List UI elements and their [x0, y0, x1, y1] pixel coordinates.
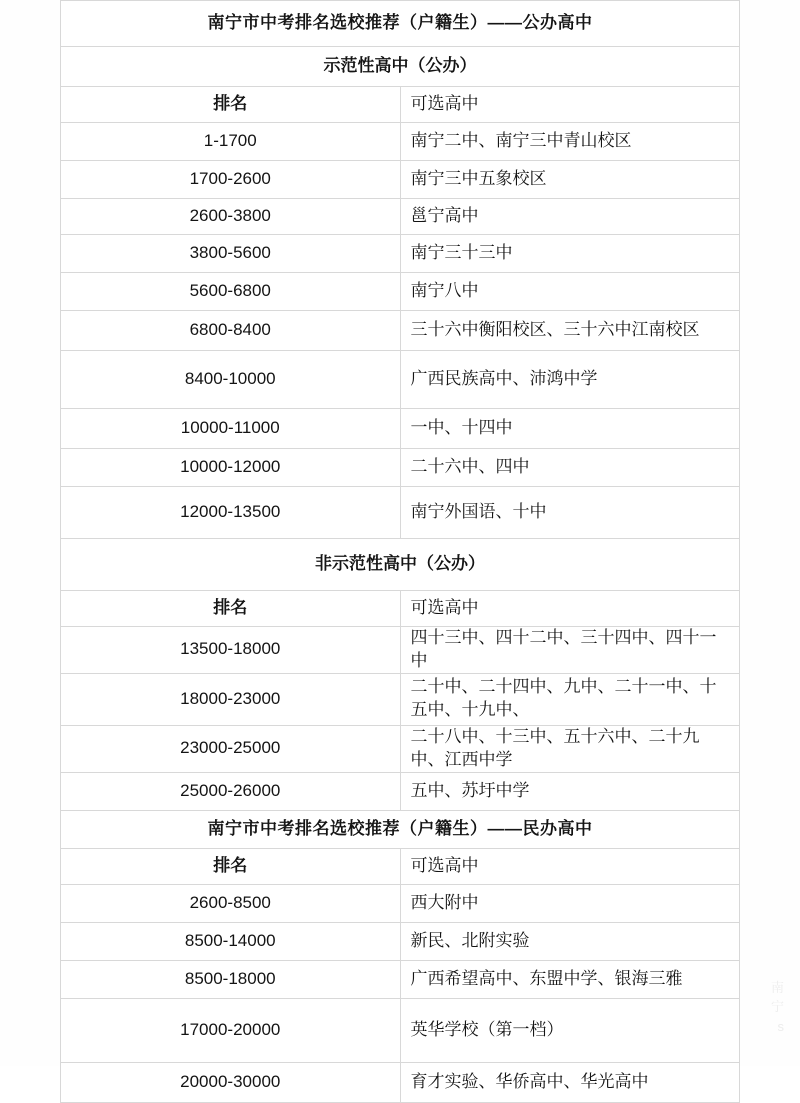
schools-cell: 广西希望高中、东盟中学、银海三雅 — [400, 960, 740, 998]
column-header-schools: 可选高中 — [400, 591, 740, 627]
rank-cell: 10000-11000 — [61, 409, 401, 449]
column-header-rank: 排名 — [61, 591, 401, 627]
rank-cell: 13500-18000 — [61, 627, 401, 674]
table-row — [61, 922, 740, 960]
table-row — [61, 487, 740, 539]
table-row-title-private — [61, 810, 740, 848]
table-body — [61, 1, 740, 1103]
table-row — [61, 311, 740, 351]
rank-cell: 8500-14000 — [61, 922, 401, 960]
watermark-line: s — [777, 1018, 786, 1034]
table-row-header-nondemo — [61, 591, 740, 627]
schools-cell: 南宁三十三中 — [400, 235, 740, 273]
schools-cell: 二十八中、十三中、五十六中、二十九中、江西中学 — [400, 725, 740, 772]
table-row-title-public — [61, 1, 740, 47]
table-row — [61, 409, 740, 449]
table-row-header-demo — [61, 87, 740, 123]
table-row — [61, 351, 740, 409]
schools-cell: 育才实验、华侨高中、华光高中 — [400, 1062, 740, 1102]
schools-cell: 西大附中 — [400, 884, 740, 922]
rank-cell: 6800-8400 — [61, 311, 401, 351]
rank-cell: 2600-3800 — [61, 199, 401, 235]
watermark-line: 宁 — [770, 999, 786, 1014]
rank-cell: 1-1700 — [61, 123, 401, 161]
schools-cell: 南宁二中、南宁三中青山校区 — [400, 123, 740, 161]
table-row — [61, 960, 740, 998]
table-row — [61, 123, 740, 161]
table-row — [61, 673, 740, 725]
table-row — [61, 627, 740, 674]
table-row — [61, 1062, 740, 1102]
schools-cell: 四十三中、四十二中、三十四中、四十一中 — [400, 627, 740, 674]
public-title: 南宁市中考排名选校推荐（户籍生）——公办高中 — [61, 1, 740, 47]
table-row — [61, 772, 740, 810]
rank-cell: 1700-2600 — [61, 161, 401, 199]
schools-cell: 一中、十四中 — [400, 409, 740, 449]
column-header-rank: 排名 — [61, 87, 401, 123]
ranking-table-sheet — [60, 0, 740, 1103]
schools-cell: 三十六中衡阳校区、三十六中江南校区 — [400, 311, 740, 351]
table-row — [61, 449, 740, 487]
rank-cell: 23000-25000 — [61, 725, 401, 772]
rank-cell: 5600-6800 — [61, 273, 401, 311]
rank-cell: 8400-10000 — [61, 351, 401, 409]
table-row-section-nondemo — [61, 539, 740, 591]
rank-cell: 18000-23000 — [61, 673, 401, 725]
rank-cell: 12000-13500 — [61, 487, 401, 539]
rank-cell: 3800-5600 — [61, 235, 401, 273]
column-header-schools: 可选高中 — [400, 87, 740, 123]
table-row-section-demo — [61, 47, 740, 87]
schools-cell: 二十中、二十四中、九中、二十一中、十五中、十九中、 — [400, 673, 740, 725]
schools-cell: 新民、北附实验 — [400, 922, 740, 960]
schools-cell: 南宁八中 — [400, 273, 740, 311]
schools-cell: 五中、苏圩中学 — [400, 772, 740, 810]
rank-cell: 10000-12000 — [61, 449, 401, 487]
page-left-margin — [0, 0, 60, 1066]
schools-cell: 二十六中、四中 — [400, 449, 740, 487]
rank-cell: 8500-18000 — [61, 960, 401, 998]
table-row — [61, 161, 740, 199]
table-row — [61, 273, 740, 311]
watermark-line: 南 — [770, 979, 786, 995]
schools-cell: 英华学校（第一档） — [400, 998, 740, 1062]
table-row-header-private — [61, 848, 740, 884]
schools-cell: 南宁外国语、十中 — [400, 487, 740, 539]
private-title: 南宁市中考排名选校推荐（户籍生）——民办高中 — [61, 810, 740, 848]
section-header-demonstration: 示范性高中（公办） — [61, 47, 740, 87]
ranking-table — [60, 0, 740, 1103]
page-right-margin — [740, 0, 800, 1066]
table-row — [61, 725, 740, 772]
column-header-schools: 可选高中 — [400, 848, 740, 884]
table-row — [61, 199, 740, 235]
rank-cell: 17000-20000 — [61, 998, 401, 1062]
rank-cell: 25000-26000 — [61, 772, 401, 810]
table-row — [61, 884, 740, 922]
schools-cell: 南宁三中五象校区 — [400, 161, 740, 199]
rank-cell: 20000-30000 — [61, 1062, 401, 1102]
section-header-non-demonstration: 非示范性高中（公办） — [61, 539, 740, 591]
schools-cell: 邕宁高中 — [400, 199, 740, 235]
rank-cell: 2600-8500 — [61, 884, 401, 922]
table-row — [61, 235, 740, 273]
column-header-rank: 排名 — [61, 848, 401, 884]
schools-cell: 广西民族高中、沛鸿中学 — [400, 351, 740, 409]
table-row — [61, 998, 740, 1062]
